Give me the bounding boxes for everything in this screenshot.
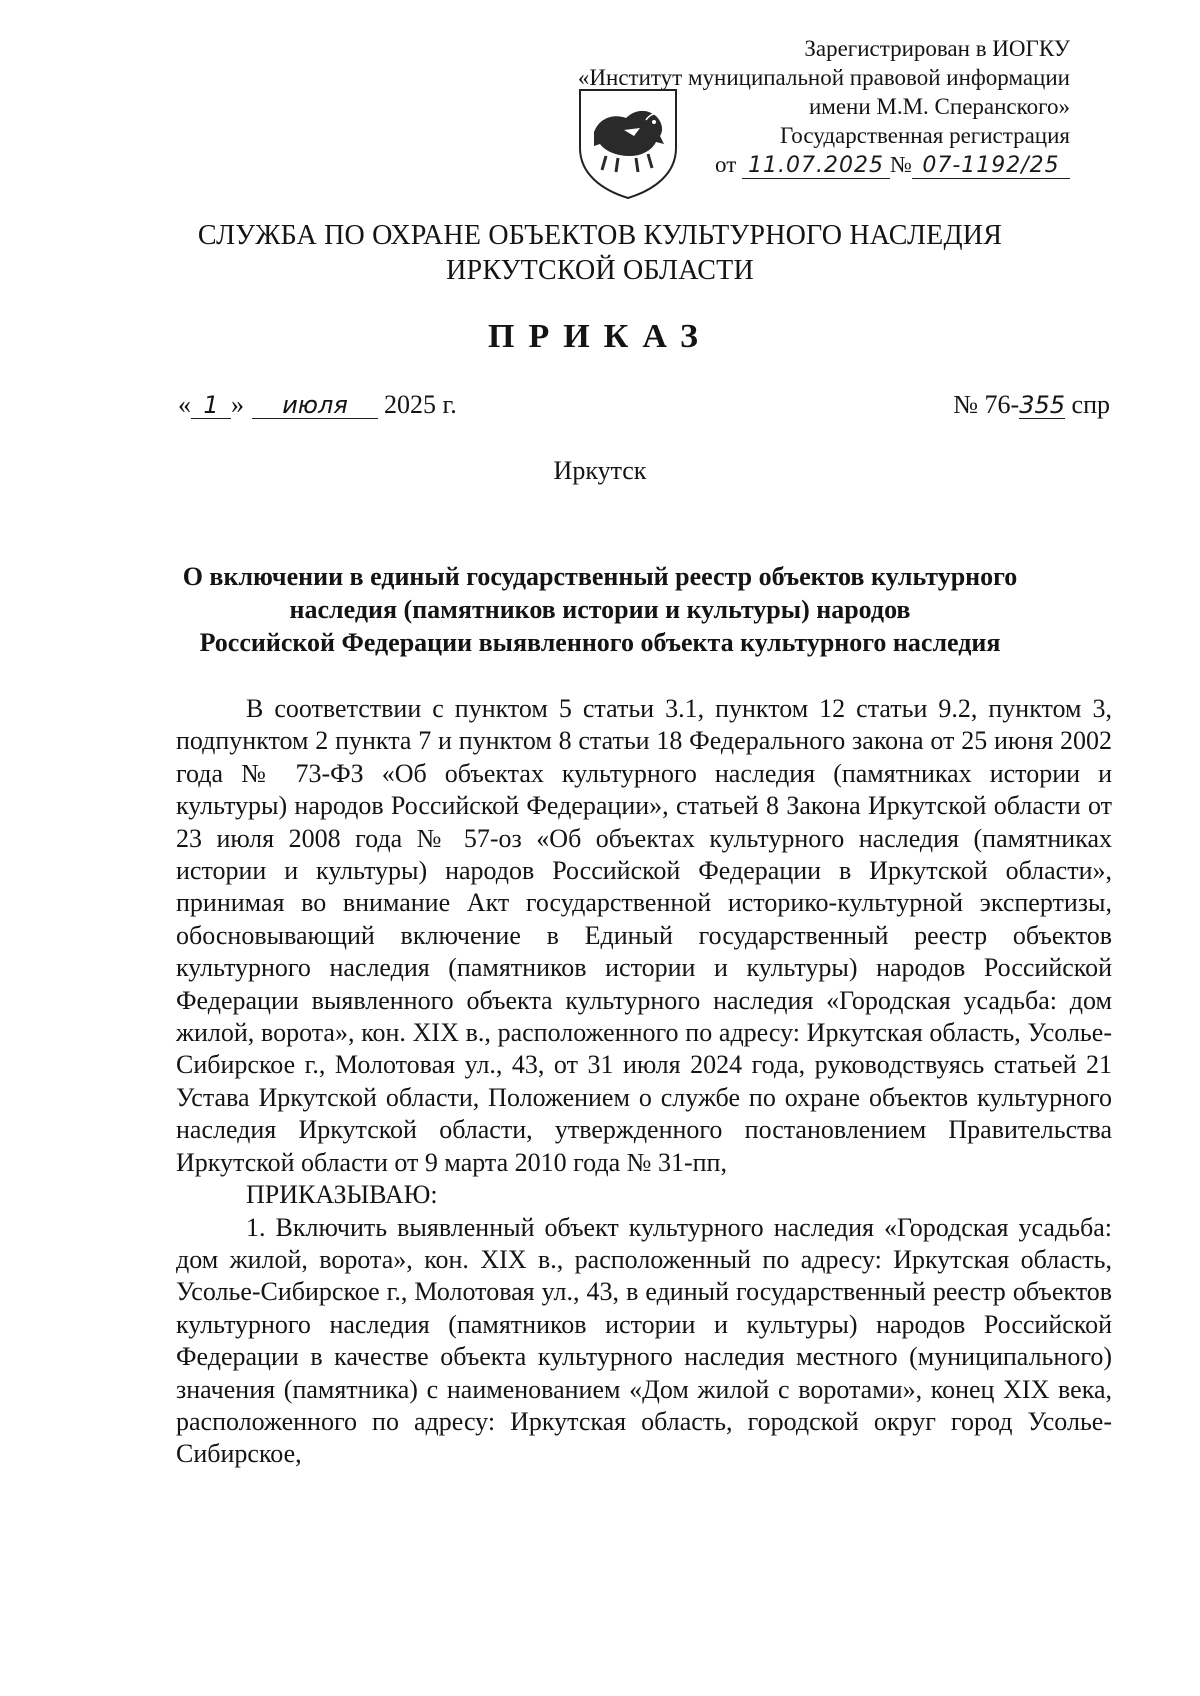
order-number-handwritten: 355: [1019, 391, 1066, 419]
order-title: ПРИКАЗ: [488, 318, 712, 355]
registration-number-handwritten: 07-1192/25: [912, 154, 1070, 179]
registration-line-2: «Институт муниципальной правовой информации: [577, 65, 1070, 90]
order-date-number-line: [178, 388, 1110, 422]
order-number-prefix: № 76-: [953, 390, 1020, 419]
order-month-handwritten: июля: [252, 392, 378, 419]
order-date: [178, 388, 457, 422]
order-year: 2025 г.: [384, 390, 457, 419]
registration-line-3: имени М.М. Сперанского»: [808, 94, 1070, 119]
document-body: [176, 693, 1112, 1471]
registration-date-handwritten: 11.07.2025: [742, 154, 890, 179]
order-item-1: 1. Включить выявленный объект культурного наследия «Городская усадьба: дом жилой, ворота», кон. XIX в., расположенный по адресу: Иркутская область, Усолье-Сибирское г., Молотовая ул., 43, в единый государственный реестр объектов культурного наследия (памятников истории и культуры) народов Российской Федерации в качестве объекта культурного наследия местного (муниципального) значения (памятника) с наименованием «Дом жилой с воротами», конец XIX века, расположенного по адресу: Иркутская область, городской округ город Усолье-Сибирское,: [176, 1212, 1112, 1469]
preamble-paragraph: В соответствии с пунктом 5 статьи 3.1, пунктом 12 статьи 9.2, пунктом 3, подпунктом 2 пункта 7 и пунктом 8 статьи 18 Федерального закона от 25 июня 2002 года № 73-ФЗ «Об объектах культурного наследия (памятниках истории и культуры) народов Российской Федерации», статьей 8 Закона Иркутской области от 23 июля 2008 года № 57-оз «Об объектах культурного наследия (памятниках истории и культуры) народов Российской Федерации в Иркутской области», принимая во внимание Акт государственной историко-культурной экспертизы, обосновывающий включение в Единый государственный реестр объектов культурного наследия (памятников истории и культуры) народов Российской Федерации выявленного объекта культурного наследия «Городская усадьба: дом жилой, ворота», кон. XIX в., расположенного по адресу: Иркутская область, Усолье-Сибирское г., Молотовая ул., 43, от 31 июля 2024 года, руководствуясь статьей 21 Устава Иркутской области, Положением о службе по охране объектов культурного наследия Иркутской области, утвержденного постановлением Правительства Иркутской области от 9 марта 2010 года № 31-пп,: [176, 694, 1112, 1177]
order-number: [953, 388, 1110, 422]
agency-name: [0, 218, 1200, 288]
document-heading-line-2: наследия (памятников истории и культуры) народов: [289, 595, 911, 624]
registration-line-4: Государственная регистрация: [780, 123, 1070, 148]
registration-number-prefix: №: [890, 152, 912, 177]
order-day-handwritten: 1: [191, 392, 231, 419]
city-name: Иркутск: [553, 456, 647, 485]
document-heading: [130, 560, 1070, 659]
order-date-open-quote: «: [178, 390, 191, 419]
registration-line-1: Зарегистрирован в ИОГКУ: [804, 36, 1070, 61]
order-number-suffix: спр: [1065, 390, 1110, 419]
registration-date-prefix: от: [715, 152, 737, 177]
agency-name-line-1: СЛУЖБА ПО ОХРАНЕ ОБЪЕКТОВ КУЛЬТУРНОГО НАСЛЕДИЯ: [197, 220, 1003, 251]
irkutsk-coat-of-arms-icon: [576, 86, 680, 200]
order-command: ПРИКАЗЫВАЮ:: [246, 1180, 438, 1210]
document-heading-line-1: О включении в единый государственный реестр объектов культурного: [182, 562, 1018, 591]
order-date-close-quote: »: [231, 390, 244, 419]
document-heading-line-3: Российской Федерации выявленного объекта культурного наследия: [199, 628, 1001, 657]
agency-name-line-2: ИРКУТСКОЙ ОБЛАСТИ: [446, 255, 754, 286]
